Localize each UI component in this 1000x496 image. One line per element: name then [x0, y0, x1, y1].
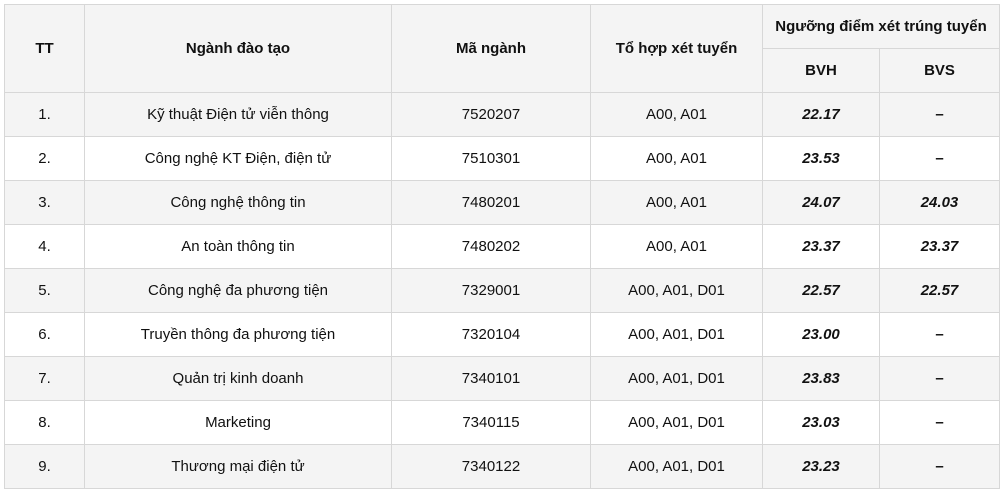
- cell-bvh: 23.37: [763, 225, 880, 269]
- cell-combination: A00, A01, D01: [591, 357, 763, 401]
- cell-bvh: 23.83: [763, 357, 880, 401]
- cell-combination: A00, A01, D01: [591, 313, 763, 357]
- table-row: [5, 401, 1000, 445]
- cell-bvs: –: [880, 445, 1000, 489]
- cell-bvh: 22.17: [763, 93, 880, 137]
- header-combination: Tổ hợp xét tuyển: [591, 5, 763, 93]
- cell-tt: 1.: [5, 93, 85, 137]
- table-row: [5, 445, 1000, 489]
- header-code: Mã ngành: [392, 5, 591, 93]
- cell-tt: 6.: [5, 313, 85, 357]
- cell-program: Kỹ thuật Điện tử viễn thông: [85, 93, 392, 137]
- cell-combination: A00, A01: [591, 137, 763, 181]
- admission-scores-table-container: [4, 4, 987, 489]
- admission-scores-table: [4, 4, 1000, 489]
- cell-program: Công nghệ thông tin: [85, 181, 392, 225]
- cell-tt: 9.: [5, 445, 85, 489]
- header-program: Ngành đào tạo: [85, 5, 392, 93]
- cell-tt: 5.: [5, 269, 85, 313]
- table-row: [5, 269, 1000, 313]
- cell-bvh: 23.23: [763, 445, 880, 489]
- cell-combination: A00, A01, D01: [591, 401, 763, 445]
- cell-combination: A00, A01: [591, 93, 763, 137]
- table-header: [5, 5, 1000, 93]
- cell-combination: A00, A01, D01: [591, 445, 763, 489]
- cell-bvs: 24.03: [880, 181, 1000, 225]
- cell-code: 7480202: [392, 225, 591, 269]
- table-row: [5, 181, 1000, 225]
- table-body: [5, 93, 1000, 489]
- cell-program: Marketing: [85, 401, 392, 445]
- cell-code: 7320104: [392, 313, 591, 357]
- cell-tt: 7.: [5, 357, 85, 401]
- header-tt: TT: [5, 5, 85, 93]
- cell-bvs: 23.37: [880, 225, 1000, 269]
- cell-code: 7520207: [392, 93, 591, 137]
- cell-bvh: 23.03: [763, 401, 880, 445]
- cell-combination: A00, A01, D01: [591, 269, 763, 313]
- header-bvs: BVS: [880, 49, 1000, 93]
- cell-bvs: –: [880, 357, 1000, 401]
- cell-tt: 4.: [5, 225, 85, 269]
- table-row: [5, 313, 1000, 357]
- header-threshold: Ngưỡng điểm xét trúng tuyển: [763, 5, 1000, 49]
- cell-code: 7480201: [392, 181, 591, 225]
- cell-combination: A00, A01: [591, 225, 763, 269]
- table-row: [5, 225, 1000, 269]
- cell-bvh: 22.57: [763, 269, 880, 313]
- cell-code: 7340115: [392, 401, 591, 445]
- header-row-1: [5, 5, 1000, 49]
- table-row: [5, 357, 1000, 401]
- cell-tt: 8.: [5, 401, 85, 445]
- cell-tt: 2.: [5, 137, 85, 181]
- table-row: [5, 93, 1000, 137]
- cell-program: Quản trị kinh doanh: [85, 357, 392, 401]
- cell-bvs: –: [880, 137, 1000, 181]
- cell-code: 7340122: [392, 445, 591, 489]
- cell-code: 7340101: [392, 357, 591, 401]
- cell-program: Công nghệ đa phương tiện: [85, 269, 392, 313]
- cell-bvs: –: [880, 401, 1000, 445]
- cell-tt: 3.: [5, 181, 85, 225]
- cell-bvs: 22.57: [880, 269, 1000, 313]
- cell-code: 7329001: [392, 269, 591, 313]
- cell-code: 7510301: [392, 137, 591, 181]
- cell-program: Công nghệ KT Điện, điện tử: [85, 137, 392, 181]
- table-row: [5, 137, 1000, 181]
- cell-combination: A00, A01: [591, 181, 763, 225]
- cell-bvh: 24.07: [763, 181, 880, 225]
- cell-program: Thương mại điện tử: [85, 445, 392, 489]
- cell-bvh: 23.00: [763, 313, 880, 357]
- cell-bvs: –: [880, 93, 1000, 137]
- cell-program: Truyền thông đa phương tiện: [85, 313, 392, 357]
- cell-bvs: –: [880, 313, 1000, 357]
- cell-program: An toàn thông tin: [85, 225, 392, 269]
- cell-bvh: 23.53: [763, 137, 880, 181]
- header-bvh: BVH: [763, 49, 880, 93]
